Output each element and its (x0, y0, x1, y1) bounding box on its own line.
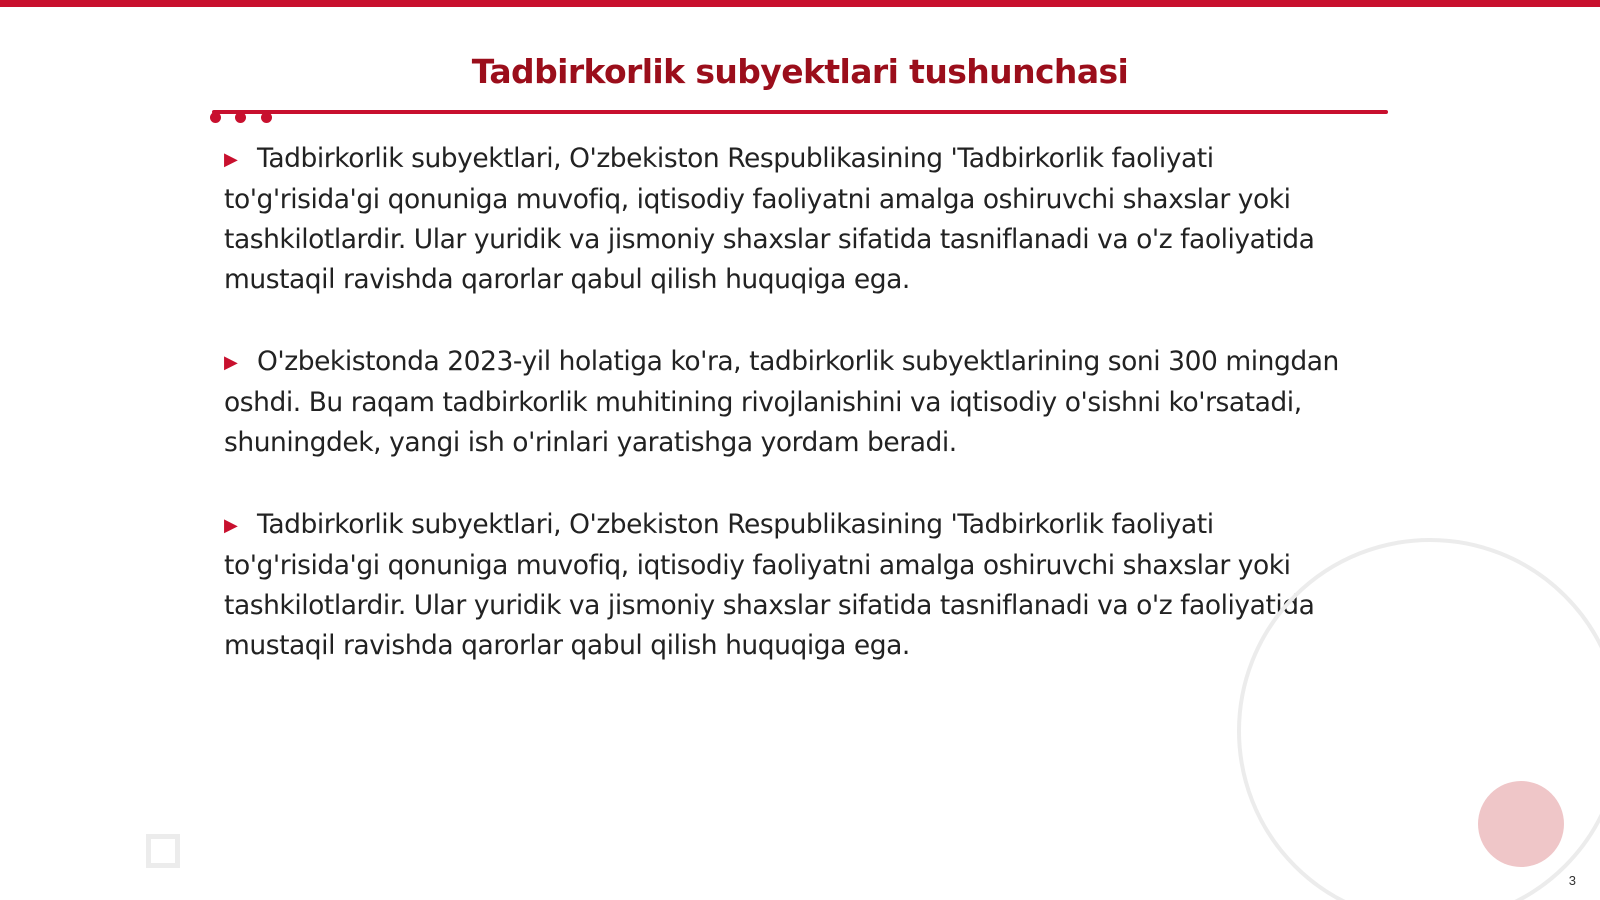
bullet-item (224, 139, 1374, 300)
bullet-text: O'zbekistonda 2023-yil holatiga ko'ra, tadbirkorlik subyektlarining soni 300 mingdan oshdi. Bu raqam tadbirkorlik muhitining rivojlanishini va iqtisodiy o'sishni ko'rsatadi, shuningdek, yangi ish o'rinlari yaratishga yordam beradi. (224, 346, 1339, 458)
bullet-text: Tadbirkorlik subyektlari, O'zbekiston Respublikasining 'Tadbirkorlik faoliyati to'g'risida'gi qonuniga muvofiq, iqtisodiy faoliyatni amalga oshiruvchi shaxslar yoki tashkilotlardir. Ular yuridik va jismoniy shaxslar sifatida tasniflanadi va o'z faoliyatida mustaqil ravishda qarorlar qabul qilish huquqiga ega. (224, 143, 1315, 295)
bullet-item (224, 505, 1374, 666)
bullet-item (224, 342, 1374, 463)
top-accent-bar (0, 0, 1600, 7)
slide-number: 3 (1568, 873, 1576, 888)
bullet-list (224, 139, 1374, 708)
divider-dot (210, 112, 221, 123)
decorative-square (146, 834, 180, 868)
triangle-bullet-icon: ▶ (224, 352, 238, 373)
bullet-text: Tadbirkorlik subyektlari, O'zbekiston Respublikasining 'Tadbirkorlik faoliyati to'g'risida'gi qonuniga muvofiq, iqtisodiy faoliyatni amalga oshiruvchi shaxslar yoki tashkilotlardir. Ular yuridik va jismoniy shaxslar sifatida tasniflanadi va o'z faoliyatida mustaqil ravishda qarorlar qabul qilish huquqiga ega. (224, 509, 1315, 661)
slide-title: Tadbirkorlik subyektlari tushunchasi (471, 52, 1129, 91)
triangle-bullet-icon: ▶ (224, 515, 238, 536)
decorative-circle (1478, 781, 1564, 867)
triangle-bullet-icon: ▶ (224, 149, 238, 170)
title-divider (212, 110, 1388, 114)
divider-dot (235, 112, 246, 123)
divider-dot (261, 112, 272, 123)
